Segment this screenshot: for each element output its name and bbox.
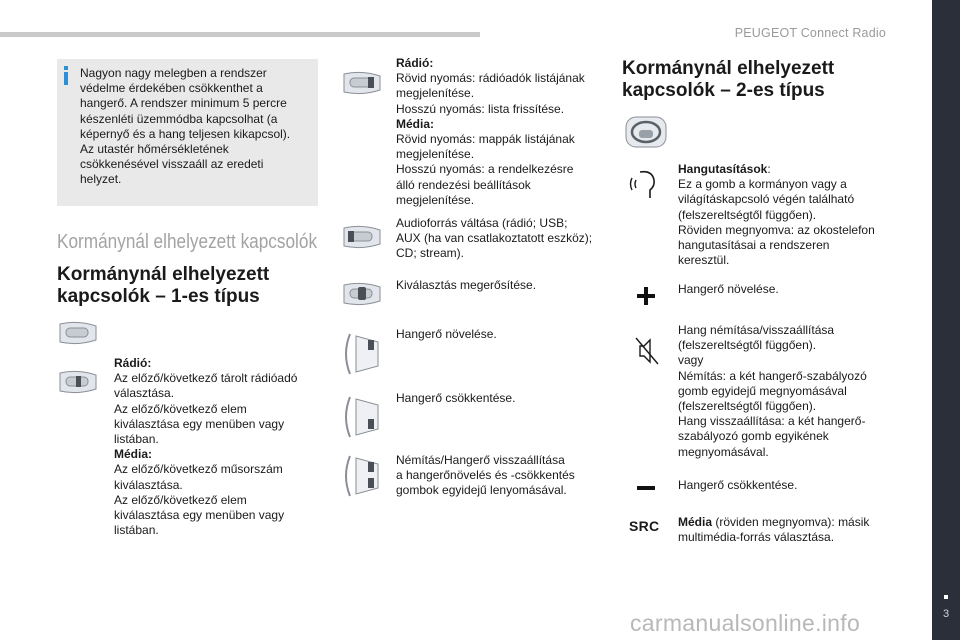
plus-icon <box>636 286 656 306</box>
type2-mute-text: Hang némítása/visszaállítása (felszereltségtől függően). vagy Némítás: a két hangerő-szabályozó gomb egyidejű megnyomásával (felszereltségtől függően). Hang visszaállítása: a két hangerő- szabályozó gomb egyikének megnyomásával. <box>678 323 867 459</box>
header-title: PEUGEOT Connect Radio <box>734 26 886 40</box>
steering-button-list-icon <box>340 70 384 96</box>
type2-media-text: Média (röviden megnyomva): másik multimédia-forrás választása. <box>678 515 870 545</box>
steering-control-block-icon <box>56 320 100 346</box>
type2-voldown-text: Hangerő csökkentése. <box>678 478 798 492</box>
minus-icon <box>636 484 656 492</box>
steering-thumbwheel-icon <box>56 369 100 395</box>
voice-command-text: Hangutasítások: Ez a gomb a kormányon vagy a világításkapcsoló végén található (felszereltségtől függően). Röviden megnyomva: az okostelefon hangutasításai a rendszeren keresztül. <box>678 162 875 268</box>
header-rule <box>0 32 480 37</box>
middle-item-voldown-text: Hangerő csökkentése. <box>396 391 516 405</box>
volume-up-lever-icon <box>340 330 384 378</box>
info-icon <box>64 66 68 85</box>
type2-volup-text: Hangerő növelése. <box>678 282 779 296</box>
page-number: 3 <box>942 608 950 620</box>
middle-item-source-text: Audioforrás váltása (rádió; USB; AUX (ha van csatlakoztatott eszköz); CD; stream). <box>396 216 593 261</box>
steering-button-ok-icon <box>340 281 384 307</box>
side-marker <box>944 595 948 599</box>
mute-speaker-icon <box>634 336 660 366</box>
info-text: Nagyon nagy melegben a rendszer védelme érdekében csökkenthet a hangerő. A rendszer minimum 5 percre készenléti üzemmódba kapcsolhat (a képernyő és a hang teljesen kikapcsol). Az utastér hőmérsékletének csökkenésével visszaáll az eredeti helyzet. <box>80 66 291 187</box>
side-tab <box>932 0 960 640</box>
middle-item-mute-text: Némítás/Hangerő visszaállítása a hangerőnövelés és -csökkentés gombok egyidejű lenyomásával. <box>396 453 575 498</box>
steering-wheel-icon <box>624 115 668 149</box>
middle-item-volup-text: Hangerő növelése. <box>396 327 497 341</box>
steering-button-source-icon <box>340 224 384 250</box>
type1-item-text: Rádió: Az előző/következő tárolt rádióadó választása. Az előző/következő elem kiválasztása egy menüben vagy listában. Média: Az előző/következő műsorszám kiválasztása. Az előző/következő elem kiválasztása egy menüben vagy listában. <box>114 356 298 538</box>
volume-down-lever-icon <box>340 393 384 441</box>
middle-item-list-text: Rádió: Rövid nyomás: rádióadók listájának megjelenítése. Hosszú nyomás: lista frissítése. Média: Rövid nyomás: mappák listájának megjelenítése. Hosszú nyomás: a rendelkezésre álló rendezési beállítások megjelenítése. <box>396 56 585 207</box>
type2-heading: Kormánynál elhelyezett kapcsolók – 2-es típus <box>622 58 835 101</box>
src-icon: SRC <box>629 518 660 534</box>
mute-lever-icon <box>340 452 384 500</box>
type1-heading: Kormánynál elhelyezett kapcsolók – 1-es típus <box>57 264 270 307</box>
voice-command-icon <box>628 168 662 202</box>
middle-item-ok-text: Kiválasztás megerősítése. <box>396 278 537 292</box>
watermark: carmanualsonline.info <box>630 610 861 636</box>
section-title: Kormánynál elhelyezett kapcsolók <box>57 231 318 253</box>
